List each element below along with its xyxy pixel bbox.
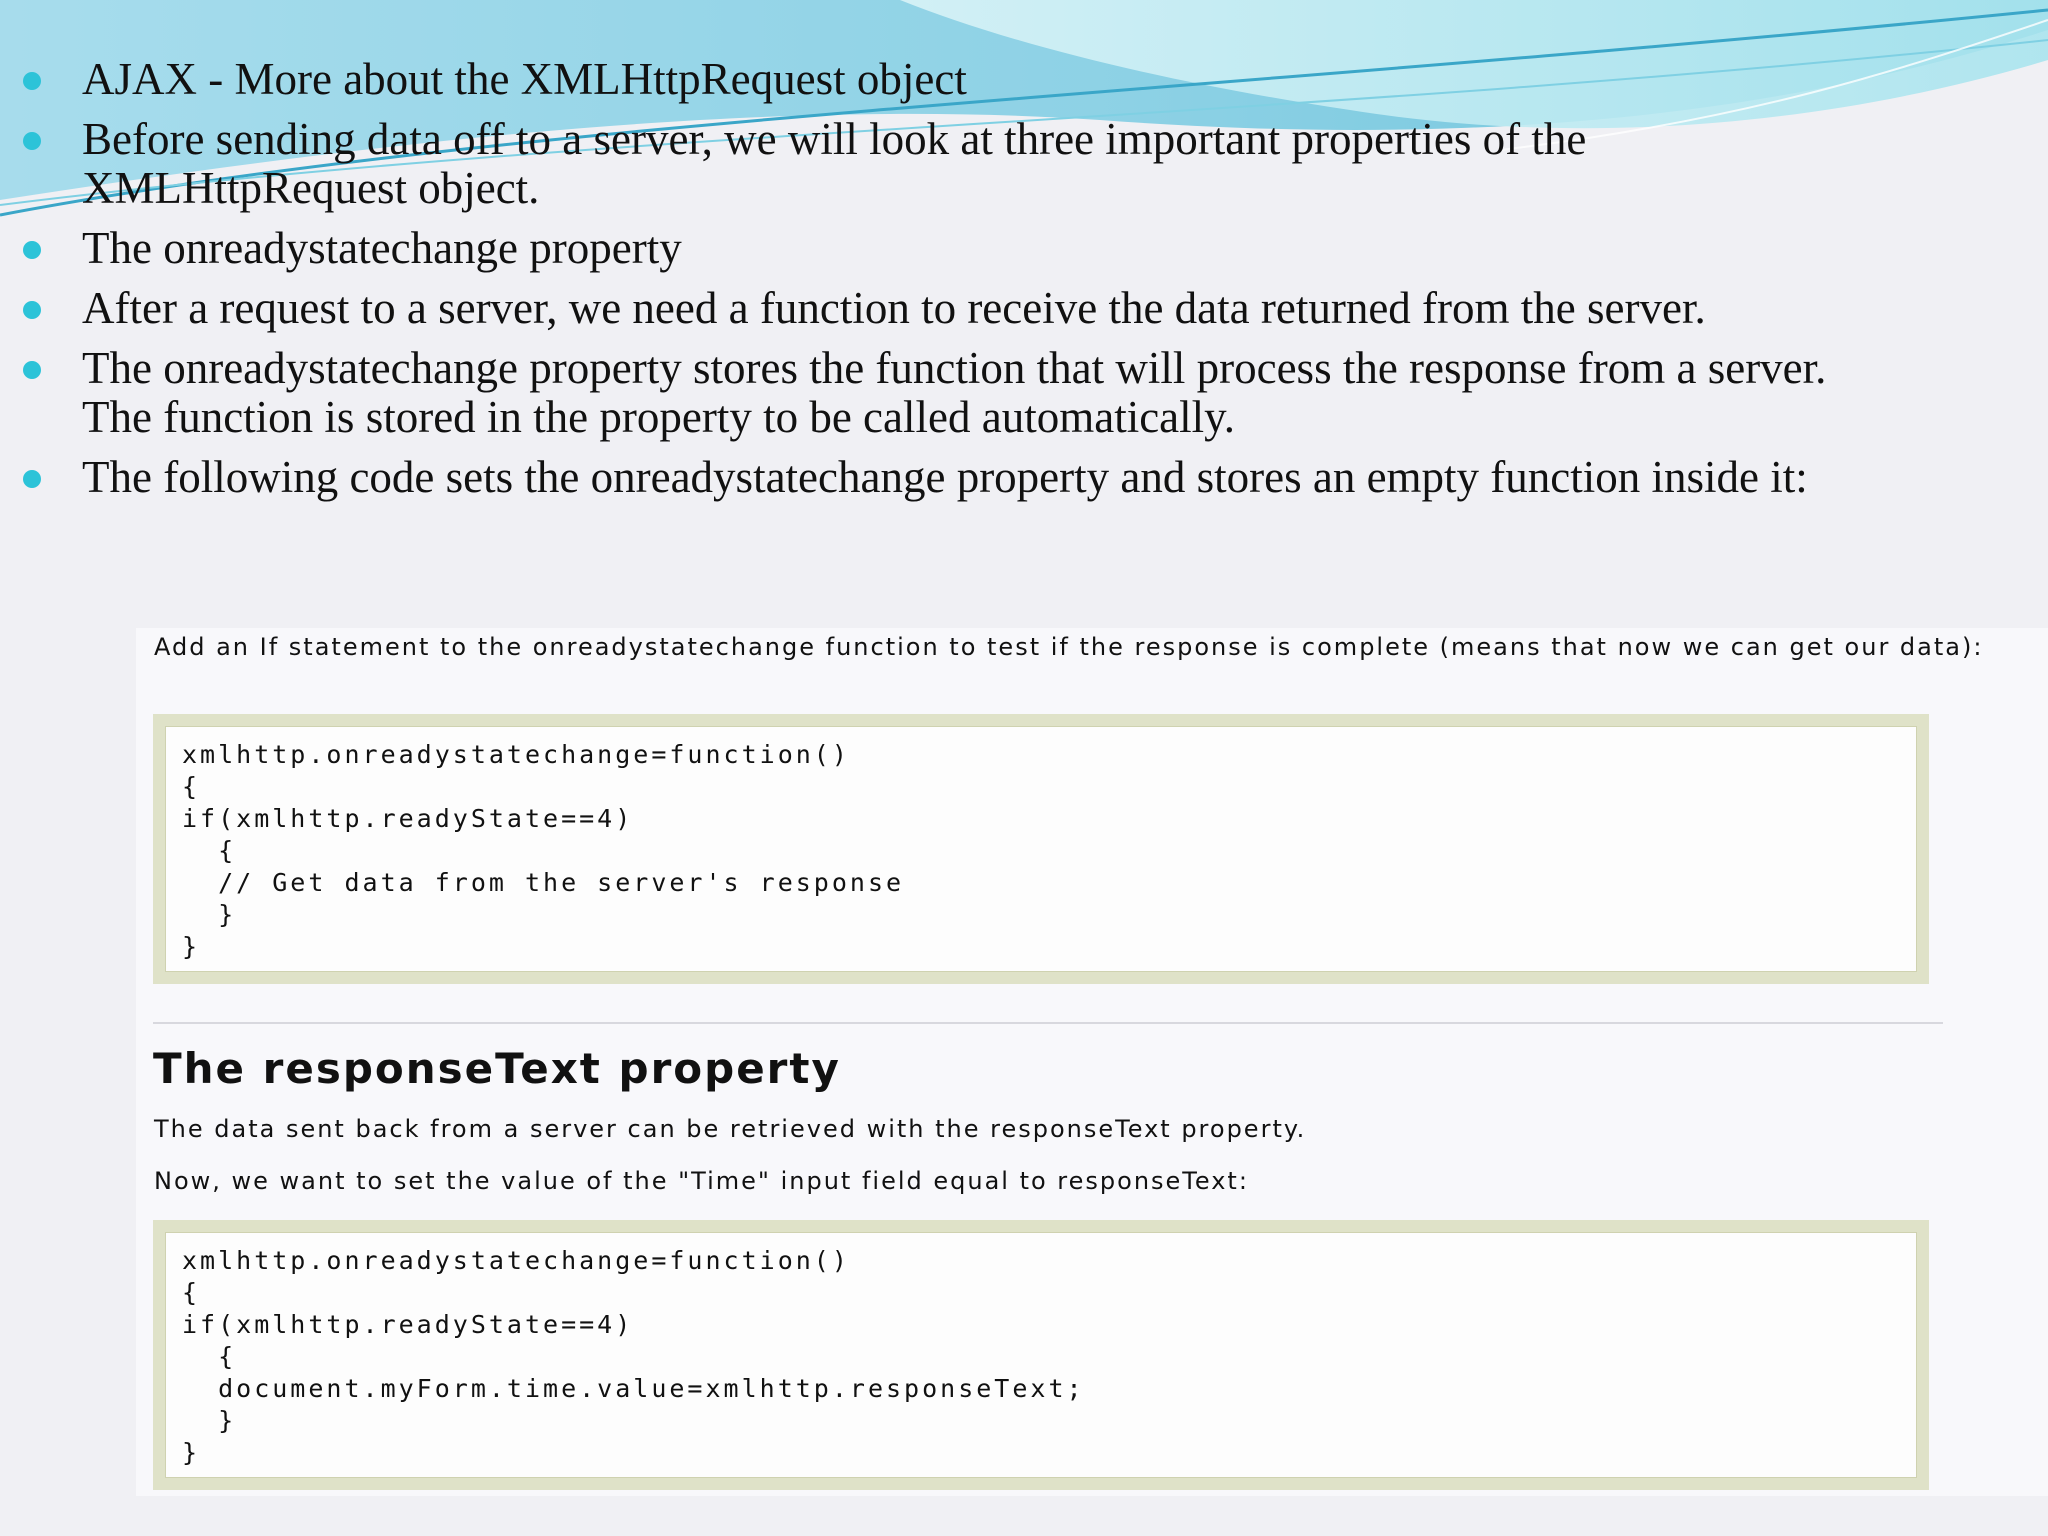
bullet-item [0,115,1900,213]
bullet-item [0,55,1900,104]
bullet-text: The onreadystatechange property stores the function that will process the response from a server. The function is stored in the property to be called automatically. [82,343,1827,442]
code-example-2 [153,1220,1929,1490]
bullet-text: Before sending data off to a server, we will look at three important properties of the XMLHttpRequest object. [82,114,1587,213]
bullet-text: After a request to a server, we need a function to receive the data returned from the server. [82,283,1706,333]
bullet-text: The onreadystatechange property [82,223,682,273]
bullet-dot-icon [23,132,41,150]
bullet-text: The following code sets the onreadystatechange property and stores an empty function inside it: [82,452,1808,502]
bullet-dot-icon [23,470,41,488]
bullet-item [0,224,1900,273]
bullet-dot-icon [23,361,41,379]
code-block-2: xmlhttp.onreadystatechange=function() { if(xmlhttp.readyState==4) { document.myForm.time.value=xmlhttp.responseText; } } [165,1232,1917,1478]
bullet-item [0,284,1900,333]
paragraph-2: Now, we want to set the value of the "Time" input field equal to responseText: [154,1167,1249,1195]
bullet-item [0,453,1900,502]
paragraph-1: The data sent back from a server can be retrieved with the responseText property. [154,1115,1307,1143]
bullet-dot-icon [23,241,41,259]
code-example-1 [153,714,1929,984]
embedded-tutorial-screenshot [136,628,2048,1496]
bullet-list [0,55,1900,513]
section-heading: The responseText property [153,1044,841,1093]
section-divider [153,1022,1943,1024]
intro-text: Add an If statement to the onreadystatechange function to test if the response is complete (means that now we can get our data): [154,633,1984,661]
bullet-text: AJAX - More about the XMLHttpRequest object [82,54,967,104]
code-block-1: xmlhttp.onreadystatechange=function() { if(xmlhttp.readyState==4) { // Get data from the server's response } } [165,726,1917,972]
bullet-item [0,344,1900,442]
bullet-dot-icon [23,72,41,90]
bullet-dot-icon [23,301,41,319]
